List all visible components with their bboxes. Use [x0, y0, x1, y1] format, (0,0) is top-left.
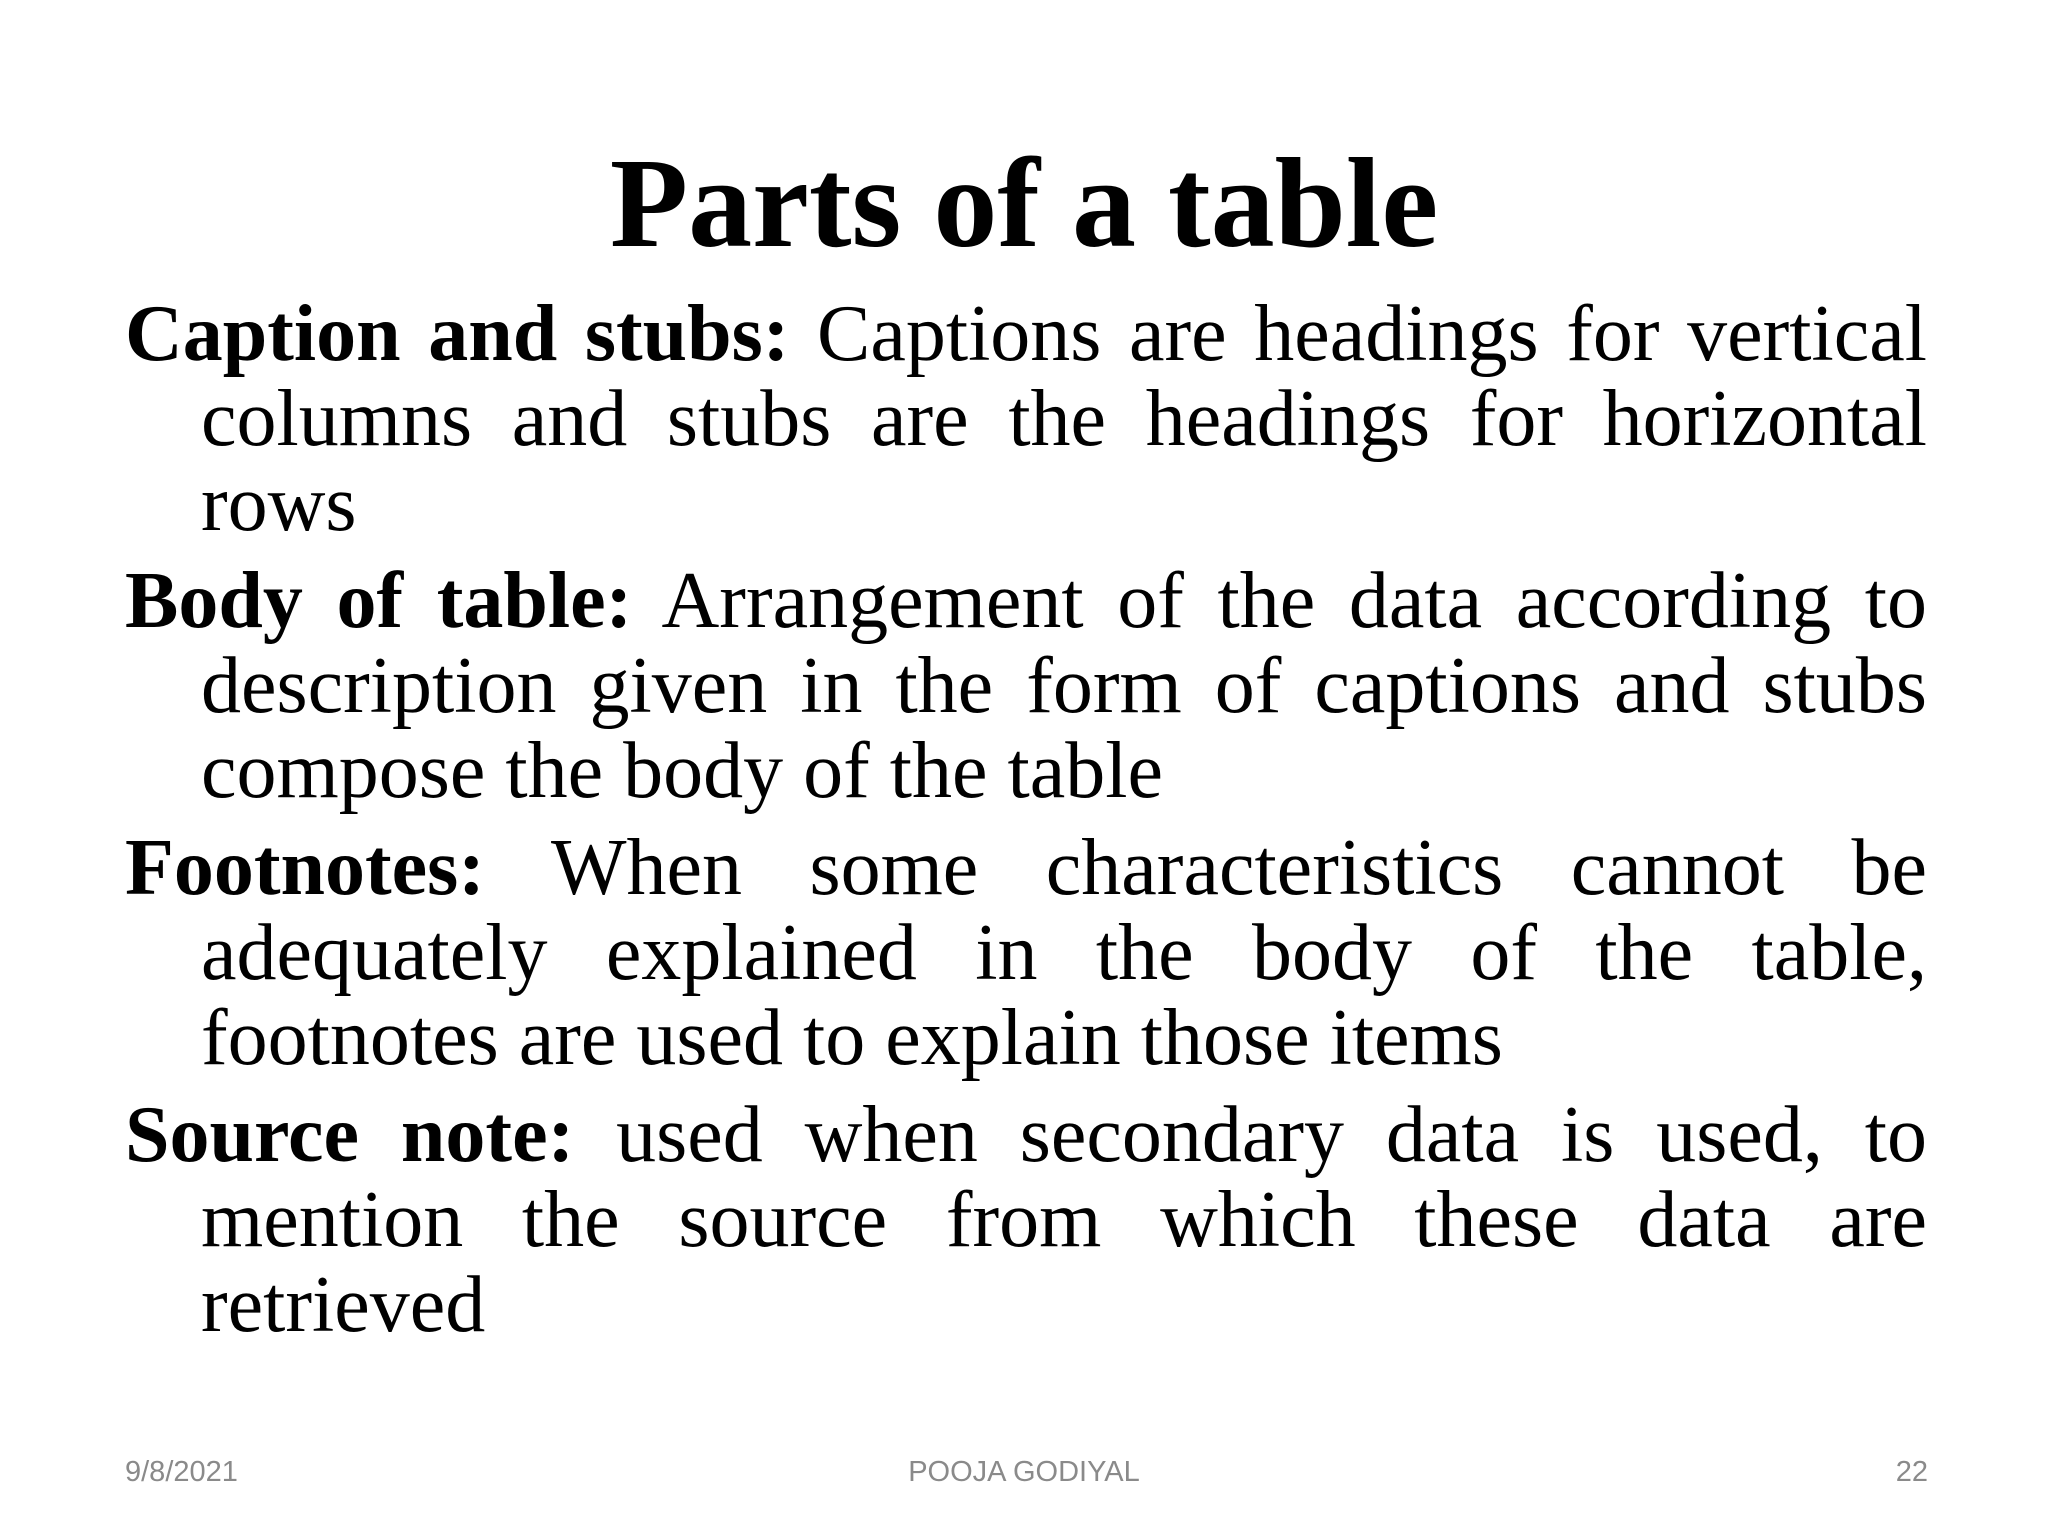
definition-list	[125, 292, 1927, 1360]
footer-page-number: 22	[1895, 1456, 1928, 1488]
definition-item-footnotes	[125, 826, 1927, 1081]
definition-text: When some characteristics cannot be adequately explained in the body of the table, footnotes are used to explain those items	[201, 824, 1927, 1082]
definition-term: Source note:	[125, 1091, 575, 1179]
definition-term: Footnotes:	[125, 824, 485, 912]
slide-title: Parts of a table	[609, 132, 1439, 274]
footer-author: POOJA GODIYAL	[908, 1456, 1140, 1488]
definition-text: used when secondary data is used, to mention the source from which these data are retrieved	[201, 1091, 1928, 1349]
definition-term: Body of table:	[125, 557, 633, 645]
definition-text: Captions are headings for vertical columns and stubs are the headings for horizontal rows	[201, 290, 1928, 548]
definition-item-source-note	[125, 1093, 1927, 1348]
definition-item-caption-and-stubs	[125, 292, 1927, 547]
footer-date: 9/8/2021	[125, 1456, 238, 1488]
definition-term: Caption and stubs:	[125, 290, 790, 378]
definition-item-body-of-table	[125, 559, 1927, 814]
definition-text: Arrangement of the data according to description given in the form of captions and stubs compose the body of the table	[201, 557, 1928, 815]
